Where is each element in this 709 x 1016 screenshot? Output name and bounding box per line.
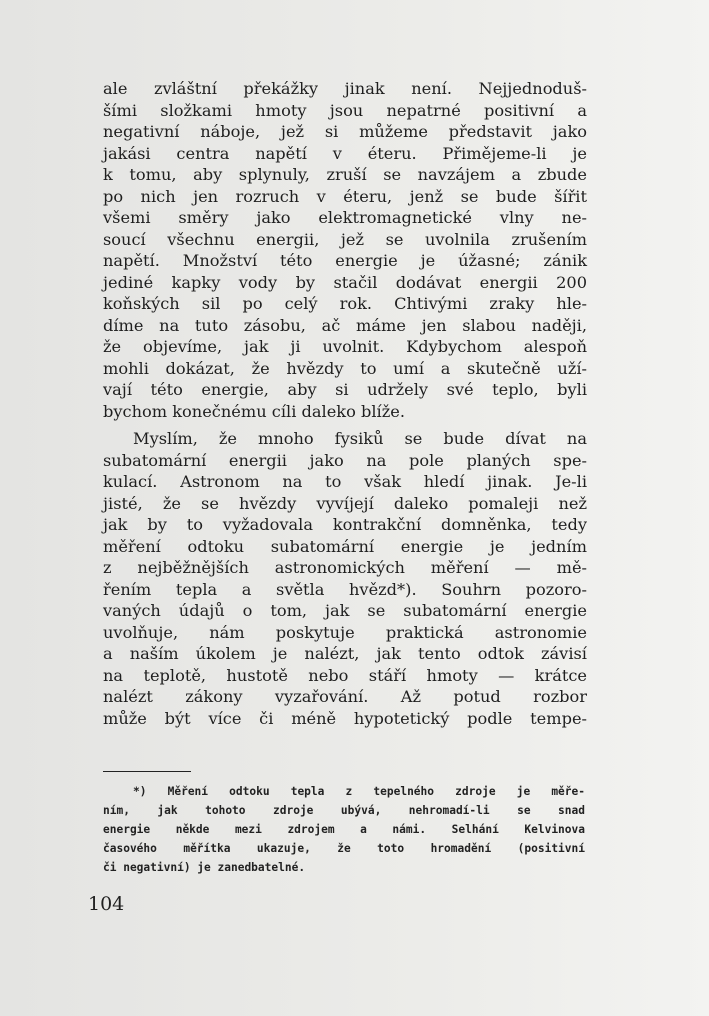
text-line: napětí. Množství této energie je úžasné; zánik (103, 251, 587, 270)
text-line: uvolňuje, nám poskytuje praktická astronomie (103, 622, 587, 642)
footnote-line: či negativní) je zanedbatelné. (103, 861, 306, 874)
text-line: na teplotě, hustotě nebo stáří hmoty — krátce (103, 665, 587, 685)
paragraph-2 (103, 428, 587, 729)
text-line: subatomární energii jako na pole planých spe- (103, 450, 587, 470)
text-line: ale zvláštní překážky jinak není. Nejjednoduš- (103, 79, 587, 98)
text-line: všemi směry jako elektromagnetické vlny ne- (103, 208, 587, 227)
text-line: jediné kapky vody by stačil dodávat energii 200 (103, 272, 587, 292)
text-line: měření odtoku subatomární energie je jedním (103, 536, 587, 556)
paragraph-1 (103, 78, 587, 422)
text-line: šími složkami hmoty jsou nepatrné positivní a (103, 100, 587, 120)
text-line: mohli dokázat, že hvězdy to umí a skutečně uží- (103, 358, 587, 378)
text-line: kulací. Astronom na to však hledí jinak. Je-li (103, 472, 587, 491)
text-line: že objevíme, jak ji uvolnit. Kdybychom alespoň (103, 337, 587, 356)
text-line: a naším úkolem je nalézt, jak tento odtok závisí (103, 644, 587, 663)
text-line: z nejběžnějších astronomických měření — mě- (103, 558, 587, 577)
body-text (103, 78, 587, 729)
text-line: nalézt zákony vyzařování. Až potud rozbor (103, 687, 587, 706)
text-line: vají této energie, aby si udržely své teplo, byli (103, 380, 587, 399)
text-line: vaných údajů o tom, jak se subatomární energie (103, 601, 587, 620)
text-line: po nich jen rozruch v éteru, jenž se bude šířit (103, 186, 587, 206)
footnote (103, 782, 585, 877)
footnote-divider (103, 771, 191, 772)
footnote-line: ním, jak tohoto zdroje ubývá, nehromadí-li se snad (103, 804, 585, 817)
footnote-line: *) Měření odtoku tepla z tepelného zdroje je měře- (133, 785, 585, 798)
text-line: jak by to vyžadovala kontrakční domněnka, tedy (103, 515, 587, 534)
footnote-line: časového měřítka ukazuje, že toto hromadění (positivní (103, 842, 585, 855)
text-line: Myslím, že mnoho fysiků se bude dívat na (133, 429, 587, 448)
page-number: 104 (88, 893, 125, 915)
text-line: jisté, že se hvězdy vyvíjejí daleko pomaleji než (103, 493, 587, 513)
text-line: řením tepla a světla hvězd*). Souhrn pozoro- (103, 579, 587, 599)
text-line: bychom konečnému cíli daleko blíže. (103, 401, 405, 421)
text-line: negativní náboje, jež si můžeme představit jako (103, 122, 587, 141)
footnote-line: energie někde mezi zdrojem a námi. Selhání Kelvinova (103, 823, 585, 836)
text-line: soucí všechnu energii, jež se uvolnila zrušením (103, 229, 587, 249)
text-line: koňských sil po celý rok. Chtivými zraky hle- (103, 294, 587, 313)
text-line: může být více či méně hypotetický podle tempe- (103, 708, 587, 728)
text-line: k tomu, aby splynuly, zruší se navzájem a zbude (103, 165, 587, 184)
text-line: jakási centra napětí v éteru. Přiměјeme-li je (103, 143, 587, 163)
text-line: díme na tuto zásobu, ač máme jen slabou naději, (103, 315, 587, 335)
